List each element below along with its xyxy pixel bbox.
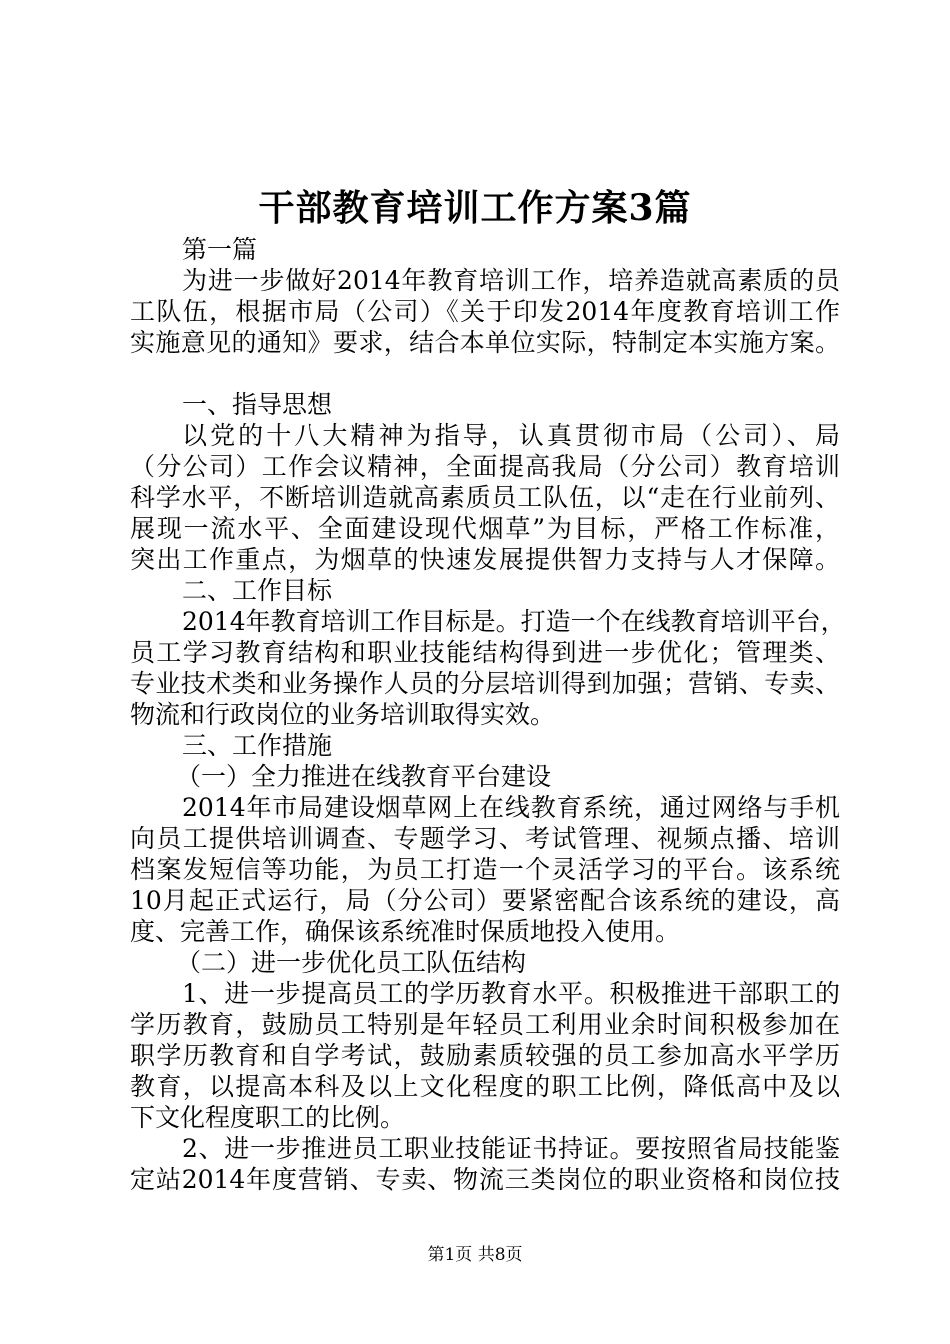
document-title: 干部教育培训工作方案3篇 bbox=[258, 187, 692, 229]
paragraph-line: 为进一步做好2014年教育培训工作，培养造就高素质的员 bbox=[182, 266, 840, 295]
paragraph-line: 10月起正式运行，局（分公司）要紧密配合该系统的建设，高 bbox=[130, 886, 840, 915]
document-body bbox=[130, 234, 846, 1195]
paragraph-line: 档案发短信等功能，为员工打造一个灵活学习的平台。该系统 bbox=[130, 855, 840, 884]
paragraph-line: 以党的十八大精神为指导，认真贯彻市局（公司）、局 bbox=[182, 421, 840, 450]
paragraph-line: 教育，以提高本科及以上文化程度的职工比例，降低高中及以 bbox=[130, 1072, 840, 1101]
paragraph-line: 2014年教育培训工作目标是。打造一个在线教育培训平台， bbox=[182, 607, 846, 636]
paragraph-line: 科学水平，不断培训造就高素质员工队伍，以“走在行业前列、 bbox=[130, 483, 840, 512]
section-heading: 三、工作措施 bbox=[182, 731, 333, 760]
section-heading: 一、指导思想 bbox=[182, 390, 333, 419]
paragraph-line: 职学历教育和自学考试，鼓励素质较强的员工参加高水平学历 bbox=[130, 1041, 840, 1070]
paragraph-line: 学历教育，鼓励员工特别是年轻员工利用业余时间积极参加在 bbox=[130, 1010, 840, 1039]
paragraph-line: 突出工作重点，为烟草的快速发展提供智力支持与人才保障。 bbox=[130, 545, 840, 574]
paragraph-line: 专业技术类和业务操作人员的分层培训得到加强；营销、专卖、 bbox=[130, 669, 840, 698]
paragraph-line: 物流和行政岗位的业务培训取得实效。 bbox=[130, 700, 556, 729]
paragraph-line: 1、进一步提高员工的学历教育水平。积极推进干部职工的 bbox=[182, 979, 840, 1008]
paragraph-line: 度、完善工作，确保该系统准时保质地投入使用。 bbox=[130, 917, 681, 946]
paragraph-line: 下文化程度职工的比例。 bbox=[130, 1103, 406, 1132]
paragraph-line: 员工学习教育结构和职业技能结构得到进一步优化；管理类、 bbox=[130, 638, 840, 667]
subsection-heading: （一）全力推进在线教育平台建设 bbox=[176, 762, 552, 791]
paragraph-line: 展现一流水平、全面建设现代烟草”为目标，严格工作标准， bbox=[130, 514, 840, 543]
subsection-heading: （二）进一步优化员工队伍结构 bbox=[176, 948, 527, 977]
paragraph-line: 向员工提供培训调查、专题学习、考试管理、视频点播、培训 bbox=[130, 824, 840, 853]
blank-line bbox=[130, 358, 840, 389]
section-heading: 第一篇 bbox=[182, 235, 258, 264]
page-footer: 第1页 共8页 bbox=[427, 1245, 523, 1265]
paragraph-line: 2014年市局建设烟草网上在线教育系统，通过网络与手机 bbox=[182, 793, 840, 822]
paragraph-line: 实施意见的通知》要求，结合本单位实际，特制定本实施方案。 bbox=[130, 328, 840, 357]
paragraph-line: （分公司）工作会议精神，全面提高我局（分公司）教育培训 bbox=[130, 452, 840, 481]
paragraph-line: 2、进一步推进员工职业技能证书持证。要按照省局技能鉴 bbox=[182, 1134, 840, 1163]
paragraph-line: 定站2014年度营销、专卖、物流三类岗位的职业资格和岗位技 bbox=[130, 1165, 840, 1194]
paragraph-line: 工队伍，根据市局（公司）《关于印发2014年度教育培训工作 bbox=[130, 297, 840, 326]
section-heading: 二、工作目标 bbox=[182, 576, 333, 605]
